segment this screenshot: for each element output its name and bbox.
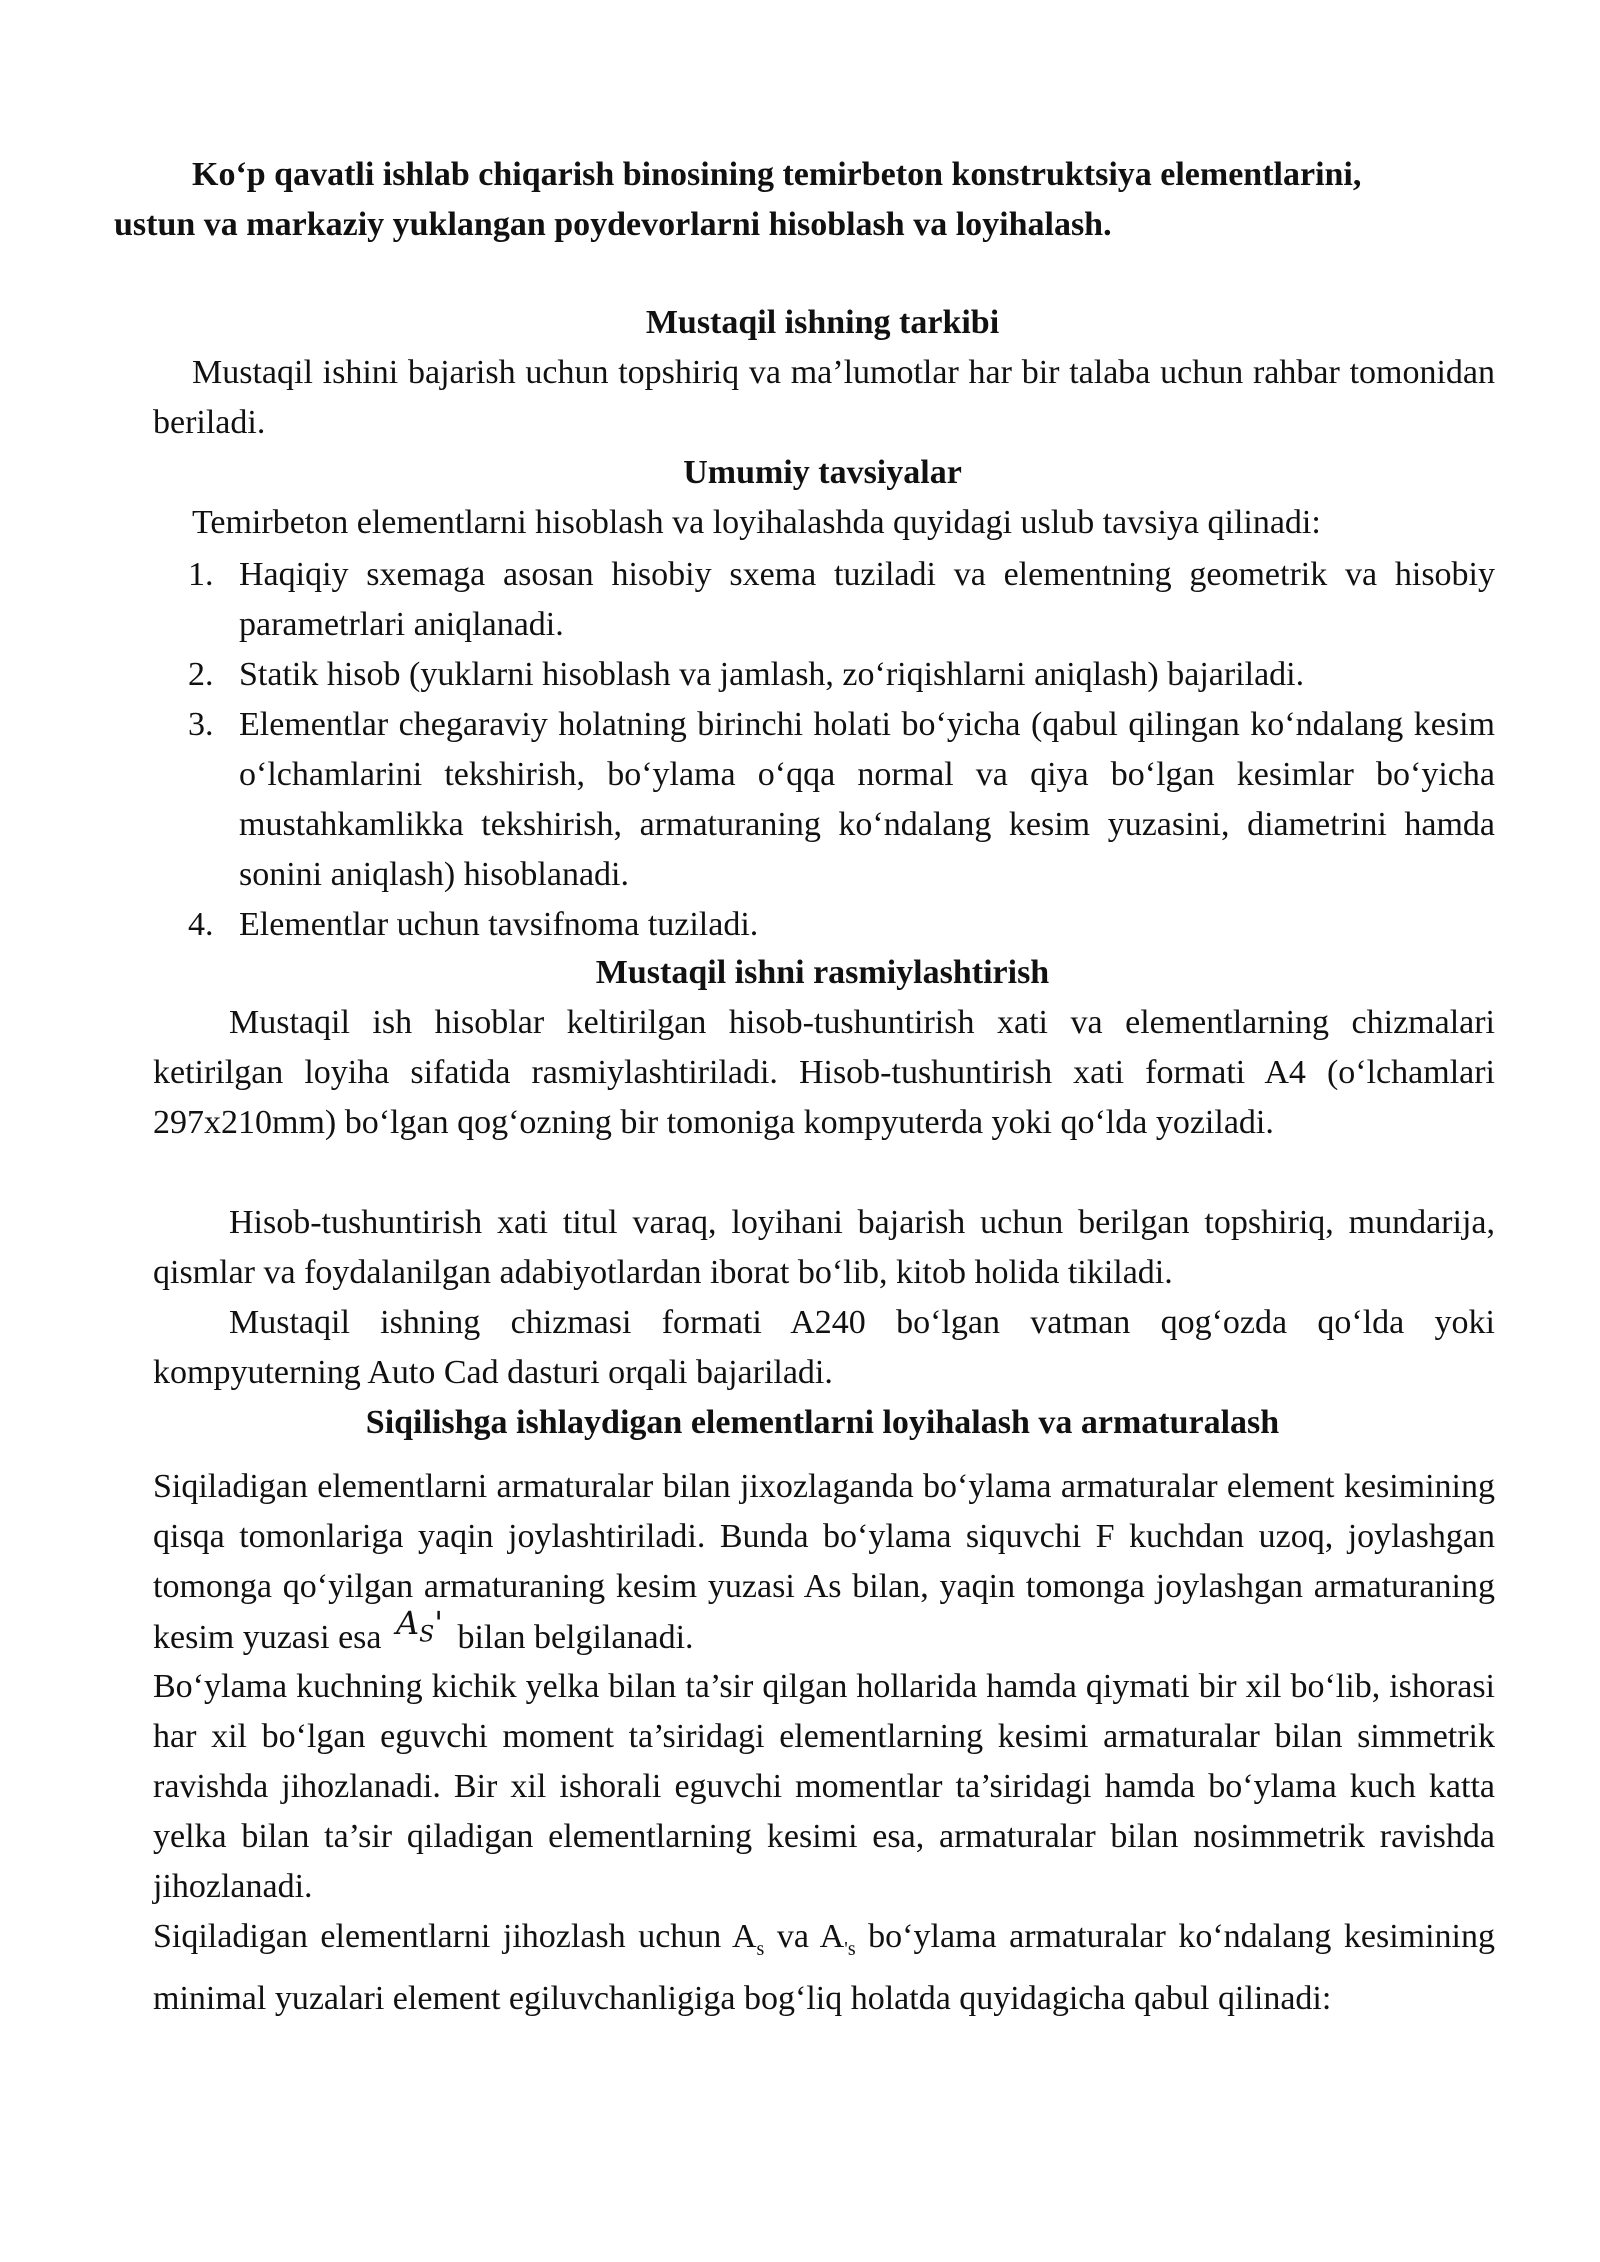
paragraph-contents: Mustaqil ishini bajarish uchun topshiriq va ma’lumotlar har bir talaba uchun rahbar tomonidan beriladi. xyxy=(153,354,1495,441)
recommendations-list xyxy=(153,550,1495,950)
document-title xyxy=(114,150,1494,250)
heading-contents: Mustaqil ishning tarkibi xyxy=(645,304,1000,341)
title-line-1: Ko‘p qavatli ishlab chiqarish binosining temirbeton konstruktsiya elementlarini, xyxy=(192,156,1362,193)
list-item: 3. Elementlar chegaraviy holatning birinchi holati bo‘yicha (qabul qilingan ko‘ndalang kesim o‘lchamlarini tekshirish, bo‘ylama o‘qqa normal va qiya bo‘lgan kesimlar bo‘yicha mustahkamlikka tekshirish, armaturaning ko‘ndalang kesim yuzasini, diametrini hamda sonini aniqlash) hisoblanadi. xyxy=(188,706,1495,893)
list-item: 2. Statik hisob (yuklarni hisoblash va jamlash, zo‘riqishlarni aniqlash) bajariladi. xyxy=(188,656,1305,693)
paragraph-general-intro: Temirbeton elementlarni hisoblash va loyihalashda quyidagi uslub tavsiya qilinadi: xyxy=(192,504,1321,541)
list-item: 1. Haqiqiy sxemaga asosan hisobiy sxema tuziladi va elementning geometrik va hisobiy parametrlari aniqlanadi. xyxy=(188,556,1495,643)
title-line-2: ustun va markaziy yuklangan poydevorlarni hisoblash va loyihalash. xyxy=(114,206,1112,243)
paragraph-compression-1: Siqiladigan elementlarni armaturalar bilan jixozlaganda bo‘ylama armaturalar element kesimining qisqa tomonlariga yaqin joylashtiriladi. Bunda bo‘ylama siquvchi F kuchdan uzoq, joylashgan tomonga qo‘yilgan armaturaning kesim yuzasi As bilan, yaqin tomonga joylashgan armaturaning kesim yuzasi esa $A_S'$ bilan belgilanadi. xyxy=(153,1468,1495,1656)
heading-compression: Siqilishga ishlaydigan elementlarni loyihalash va armaturalash xyxy=(365,1404,1280,1441)
heading-general: Umumiy tavsiyalar xyxy=(683,454,962,491)
formula-as-prime: $A_S'$ xyxy=(396,1604,443,1648)
list-item: 4. Elementlar uchun tavsifnoma tuziladi. xyxy=(188,906,759,943)
paragraph-format-1: Mustaqil ish hisoblar keltirilgan hisob-tushuntirish xati va elementlarning chizmalari ketirilgan loyiha sifatida rasmiylashtiriladi. Hisob-tushuntirish xati formati A4 (o‘lchamlari 297x210mm) bo‘lgan qog‘ozning bir tomoniga kompyuterda yoki qo‘lda yoziladi. xyxy=(153,1004,1495,1141)
heading-format: Mustaqil ishni rasmiylashtirish xyxy=(595,954,1050,991)
paragraph-format-2: Hisob-tushuntirish xati titul varaq, loyihani bajarish uchun berilgan topshiriq, mundarija, qismlar va foydalanilgan adabiyotlardan iborat bo‘lib, kitob holida tikiladi. xyxy=(153,1204,1495,1291)
paragraph-compression-3: Siqiladigan elementlarni jihozlash uchun $A_s$ va $A_{'s}$ bo‘ylama armaturalar ko‘ndalang kesimining minimal yuzalari element egiluvchanligiga bog‘liq holatda quyidagicha qabul qilinadi: xyxy=(153,1918,1495,2017)
paragraph-compression-2: Bo‘ylama kuchning kichik yelka bilan ta’sir qilgan hollarida hamda qiymati bir xil bo‘lib, ishorasi har xil bo‘lgan eguvchi moment ta’siridagi elementlarning kesimi armaturalar bilan simmetrik ravishda jihozlanadi. Bir xil ishorali eguvchi momentlar ta’siridagi hamda bo‘ylama kuch katta yelka bilan ta’sir qiladigan elementlarning kesimi esa, armaturalar bilan nosimmetrik ravishda jihozlanadi. xyxy=(153,1668,1495,1905)
paragraph-format-3: Mustaqil ishning chizmasi formati A240 bo‘lgan vatman qog‘ozda qo‘lda yoki kompyuterning Auto Cad dasturi orqali bajariladi. xyxy=(153,1304,1495,1391)
